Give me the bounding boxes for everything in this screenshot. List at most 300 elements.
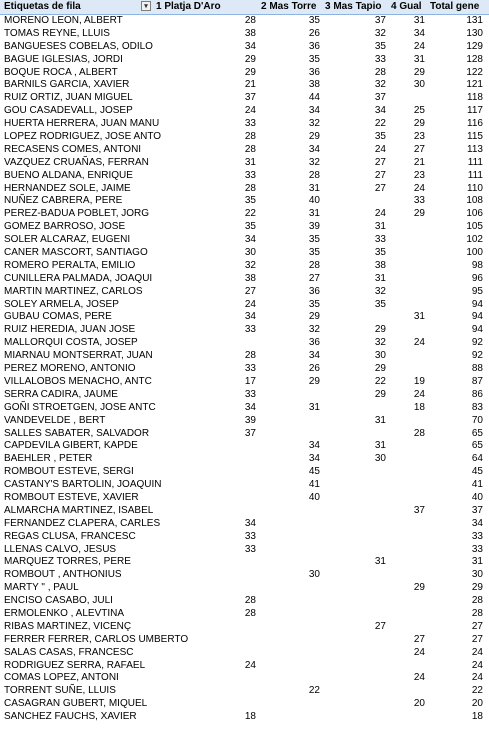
value-cell-col-4[interactable] [388, 299, 427, 312]
value-cell-col-1[interactable]: 34 [244, 234, 256, 246]
value-cell-col-4[interactable] [388, 569, 427, 582]
value-cell-col-2[interactable] [258, 647, 322, 660]
value-cell-col-1[interactable]: 34 [244, 311, 256, 323]
table-row[interactable] [0, 131, 489, 144]
table-row[interactable] [0, 324, 489, 337]
value-cell-col-4[interactable] [388, 415, 427, 428]
value-cell-col-3[interactable]: 22 [374, 375, 386, 387]
value-cell-col-4[interactable] [388, 595, 427, 608]
row-label-cell[interactable]: RODRIGUEZ SERRA, RAFAEL [4, 659, 146, 671]
value-cell-col-3[interactable] [322, 647, 388, 660]
value-cell-col-1[interactable] [153, 505, 258, 518]
row-label-cell[interactable]: RUIZ ORTIZ, JUAN MIGUEL [4, 92, 133, 104]
value-cell-col-2[interactable]: 28 [308, 259, 320, 271]
value-cell-col-3[interactable]: 27 [374, 169, 386, 181]
value-cell-col-2[interactable]: 36 [308, 337, 320, 349]
total-cell[interactable]: 83 [471, 401, 483, 413]
value-cell-col-3[interactable]: 35 [374, 131, 386, 143]
table-row[interactable] [0, 260, 489, 273]
row-label-cell[interactable]: ALMARCHA MARTINEZ, ISABEL [4, 504, 154, 516]
value-cell-col-3[interactable]: 37 [374, 15, 386, 26]
value-cell-col-3[interactable]: 35 [374, 247, 386, 259]
value-cell-col-1[interactable] [153, 569, 258, 582]
value-cell-col-4[interactable]: 29 [413, 118, 425, 130]
value-cell-col-1[interactable]: 35 [244, 221, 256, 233]
value-cell-col-2[interactable]: 39 [308, 221, 320, 233]
value-cell-col-2[interactable] [258, 582, 322, 595]
value-cell-col-4[interactable] [388, 440, 427, 453]
value-cell-col-1[interactable] [153, 672, 258, 685]
value-cell-col-3[interactable] [322, 531, 388, 544]
total-cell[interactable]: 96 [471, 272, 483, 284]
table-row[interactable] [0, 221, 489, 234]
value-cell-col-4[interactable]: 25 [413, 105, 425, 117]
value-cell-col-2[interactable] [258, 711, 322, 724]
value-cell-col-4[interactable] [388, 621, 427, 634]
value-cell-col-4[interactable]: 24 [413, 40, 425, 52]
row-label-cell[interactable]: ROMERO PERALTA, EMILIO [4, 259, 136, 271]
value-cell-col-1[interactable] [153, 634, 258, 647]
value-cell-col-4[interactable]: 27 [413, 633, 425, 645]
value-cell-col-4[interactable] [388, 556, 427, 569]
row-label-cell[interactable]: RUIZ HEREDIA, JUAN JOSE [4, 324, 136, 336]
table-row[interactable] [0, 428, 489, 441]
value-cell-col-1[interactable]: 34 [244, 401, 256, 413]
value-cell-col-3[interactable]: 32 [374, 285, 386, 297]
value-cell-col-2[interactable]: 28 [308, 169, 320, 181]
row-label-cell[interactable]: ROMBOUT ESTEVE, XAVIER [4, 491, 139, 503]
value-cell-col-4[interactable]: 31 [413, 311, 425, 323]
value-cell-col-2[interactable]: 34 [308, 440, 320, 452]
value-cell-col-1[interactable]: 33 [244, 388, 256, 400]
value-cell-col-3[interactable] [322, 466, 388, 479]
table-row[interactable] [0, 492, 489, 505]
value-cell-col-4[interactable] [388, 286, 427, 299]
table-row[interactable] [0, 286, 489, 299]
total-cell[interactable]: 108 [466, 195, 483, 207]
value-cell-col-1[interactable]: 34 [244, 517, 256, 529]
row-label-cell[interactable]: GUBAU COMAS, PERE [4, 311, 112, 323]
value-cell-col-4[interactable] [388, 531, 427, 544]
header-col-4[interactable] [388, 0, 427, 14]
row-label-cell[interactable]: BANGUESES COBELAS, ODILO [4, 40, 153, 52]
table-row[interactable] [0, 440, 489, 453]
total-cell[interactable]: 121 [466, 79, 483, 91]
table-row[interactable] [0, 41, 489, 54]
total-cell[interactable]: 102 [466, 234, 483, 246]
value-cell-col-1[interactable]: 33 [244, 543, 256, 555]
total-cell[interactable]: 37 [471, 504, 483, 516]
value-cell-col-3[interactable] [322, 672, 388, 685]
value-cell-col-1[interactable] [153, 685, 258, 698]
row-label-cell[interactable]: BOQUE ROCA , ALBERT [4, 66, 118, 78]
row-label-cell[interactable]: SALLES SABATER, SALVADOR [4, 427, 150, 439]
total-cell[interactable]: 24 [471, 646, 483, 658]
value-cell-col-2[interactable]: 32 [308, 156, 320, 168]
value-cell-col-4[interactable]: 24 [413, 646, 425, 658]
table-row[interactable] [0, 337, 489, 350]
value-cell-col-2[interactable]: 45 [308, 466, 320, 478]
total-cell[interactable]: 128 [466, 53, 483, 65]
value-cell-col-3[interactable] [322, 505, 388, 518]
value-cell-col-2[interactable] [258, 415, 322, 428]
value-cell-col-4[interactable] [388, 608, 427, 621]
row-label-cell[interactable]: VAZQUEZ CRUAÑAS, FERRAN [4, 156, 149, 168]
total-cell[interactable]: 34 [471, 517, 483, 529]
value-cell-col-4[interactable] [388, 324, 427, 337]
value-cell-col-1[interactable]: 30 [244, 247, 256, 259]
value-cell-col-2[interactable]: 36 [308, 66, 320, 78]
value-cell-col-4[interactable]: 33 [413, 195, 425, 207]
value-cell-col-4[interactable]: 34 [413, 27, 425, 39]
table-row[interactable] [0, 92, 489, 105]
row-label-cell[interactable]: BARNILS GARCIA, XAVIER [4, 79, 130, 91]
value-cell-col-2[interactable]: 44 [308, 92, 320, 104]
value-cell-col-2[interactable]: 32 [308, 118, 320, 130]
value-cell-col-3[interactable] [322, 569, 388, 582]
value-cell-col-2[interactable]: 34 [308, 453, 320, 465]
value-cell-col-3[interactable] [322, 428, 388, 441]
value-cell-col-2[interactable]: 36 [308, 285, 320, 297]
value-cell-col-4[interactable]: 24 [413, 388, 425, 400]
value-cell-col-1[interactable] [153, 556, 258, 569]
value-cell-col-3[interactable]: 29 [374, 324, 386, 336]
value-cell-col-3[interactable]: 32 [374, 27, 386, 39]
value-cell-col-1[interactable]: 28 [244, 15, 256, 26]
value-cell-col-2[interactable]: 29 [308, 311, 320, 323]
table-row[interactable] [0, 531, 489, 544]
table-row[interactable] [0, 363, 489, 376]
value-cell-col-2[interactable] [258, 621, 322, 634]
total-cell[interactable]: 111 [467, 156, 483, 168]
value-cell-col-1[interactable] [153, 621, 258, 634]
value-cell-col-4[interactable]: 27 [413, 143, 425, 155]
row-label-cell[interactable]: ROMBOUT , ANTHONIUS [4, 569, 122, 581]
row-label-cell[interactable]: VILLALOBOS MENACHO, ANTC [4, 375, 152, 387]
table-row[interactable] [0, 157, 489, 170]
row-label-cell[interactable]: SANCHEZ FAUCHS, XAVIER [4, 711, 137, 723]
value-cell-col-3[interactable]: 31 [374, 221, 386, 233]
row-label-cell[interactable]: MARTIN MARTINEZ, CARLOS [4, 285, 143, 297]
total-cell[interactable]: 28 [471, 595, 483, 607]
value-cell-col-1[interactable] [153, 337, 258, 350]
row-label-cell[interactable]: BUENO ALDANA, ENRIQUE [4, 169, 133, 181]
table-row[interactable] [0, 505, 489, 518]
value-cell-col-2[interactable]: 31 [308, 208, 320, 220]
table-row[interactable] [0, 105, 489, 118]
total-cell[interactable]: 20 [471, 698, 483, 710]
value-cell-col-4[interactable]: 21 [413, 156, 425, 168]
total-cell[interactable]: 29 [471, 582, 483, 594]
value-cell-col-2[interactable]: 32 [308, 324, 320, 336]
row-label-cell[interactable]: CASAGRAN GUBERT, MIQUEL [4, 698, 148, 710]
value-cell-col-2[interactable]: 30 [308, 569, 320, 581]
row-label-cell[interactable]: VANDEVELDE , BERT [4, 414, 106, 426]
value-cell-col-4[interactable]: 28 [413, 427, 425, 439]
table-row[interactable] [0, 582, 489, 595]
total-cell[interactable]: 94 [471, 311, 483, 323]
table-row[interactable] [0, 234, 489, 247]
value-cell-col-3[interactable]: 24 [374, 143, 386, 155]
value-cell-col-2[interactable] [258, 595, 322, 608]
table-row[interactable] [0, 647, 489, 660]
total-cell[interactable]: 117 [467, 105, 483, 117]
value-cell-col-1[interactable]: 24 [244, 105, 256, 117]
table-row[interactable] [0, 170, 489, 183]
table-row[interactable] [0, 518, 489, 531]
value-cell-col-1[interactable] [153, 647, 258, 660]
table-row[interactable] [0, 28, 489, 41]
value-cell-col-4[interactable]: 23 [413, 169, 425, 181]
row-label-cell[interactable]: MARQUEZ TORRES, PERE [4, 556, 131, 568]
row-label-cell[interactable]: TOMAS REYNE, LLUIS [4, 27, 110, 39]
row-label-cell[interactable]: MORENO LEON, ALBERT [4, 15, 123, 26]
total-cell[interactable]: 129 [466, 40, 483, 52]
value-cell-col-1[interactable]: 29 [244, 53, 256, 65]
value-cell-col-2[interactable]: 22 [308, 685, 320, 697]
row-label-cell[interactable]: LOPEZ RODRIGUEZ, JOSE ANTO [4, 131, 162, 143]
value-cell-col-3[interactable] [322, 195, 388, 208]
value-cell-col-3[interactable]: 37 [374, 92, 386, 104]
table-row[interactable] [0, 299, 489, 312]
row-label-cell[interactable]: PEREZ-BADUA POBLET, JORG [4, 208, 150, 220]
value-cell-col-2[interactable] [258, 608, 322, 621]
total-cell[interactable]: 30 [471, 569, 483, 581]
value-cell-col-2[interactable]: 40 [308, 491, 320, 503]
table-row[interactable] [0, 698, 489, 711]
value-cell-col-2[interactable]: 26 [308, 363, 320, 375]
row-label-cell[interactable]: SERRA CADIRA, JAUME [4, 388, 118, 400]
value-cell-col-3[interactable]: 31 [374, 272, 386, 284]
value-cell-col-3[interactable] [322, 544, 388, 557]
value-cell-col-4[interactable] [388, 221, 427, 234]
value-cell-col-1[interactable]: 28 [244, 182, 256, 194]
total-cell[interactable]: 27 [471, 620, 483, 632]
value-cell-col-3[interactable]: 34 [374, 105, 386, 117]
row-label-cell[interactable]: BAGUE IGLESIAS, JORDI [4, 53, 123, 65]
header-col-1[interactable] [153, 0, 258, 14]
value-cell-col-3[interactable]: 31 [374, 440, 386, 452]
value-cell-col-1[interactable] [153, 453, 258, 466]
value-cell-col-4[interactable] [388, 363, 427, 376]
value-cell-col-4[interactable] [388, 453, 427, 466]
row-label-cell[interactable]: CANER MASCORT, SANTIAGO [4, 247, 148, 259]
value-cell-col-3[interactable]: 29 [374, 388, 386, 400]
value-cell-col-1[interactable]: 28 [244, 131, 256, 143]
value-cell-col-3[interactable]: 32 [374, 79, 386, 91]
value-cell-col-2[interactable]: 35 [308, 247, 320, 259]
value-cell-col-4[interactable] [388, 466, 427, 479]
table-row[interactable] [0, 376, 489, 389]
value-cell-col-2[interactable]: 38 [308, 79, 320, 91]
value-cell-col-4[interactable] [388, 273, 427, 286]
total-cell[interactable]: 130 [466, 27, 483, 39]
total-cell[interactable]: 92 [471, 350, 483, 362]
total-cell[interactable]: 65 [471, 427, 483, 439]
value-cell-col-3[interactable]: 22 [374, 118, 386, 130]
value-cell-col-2[interactable]: 27 [308, 272, 320, 284]
table-row[interactable] [0, 118, 489, 131]
row-label-cell[interactable]: NUÑEZ CABRERA, PERE [4, 195, 123, 207]
value-cell-col-3[interactable]: 31 [374, 414, 386, 426]
value-cell-col-4[interactable] [388, 479, 427, 492]
value-cell-col-3[interactable]: 27 [374, 182, 386, 194]
value-cell-col-3[interactable] [322, 479, 388, 492]
value-cell-col-4[interactable] [388, 492, 427, 505]
value-cell-col-1[interactable]: 18 [244, 711, 256, 723]
value-cell-col-2[interactable]: 31 [308, 182, 320, 194]
value-cell-col-4[interactable] [388, 685, 427, 698]
value-cell-col-2[interactable] [258, 672, 322, 685]
value-cell-col-4[interactable]: 30 [413, 79, 425, 91]
total-cell[interactable]: 131 [466, 15, 483, 26]
total-cell[interactable]: 88 [471, 363, 483, 375]
total-cell[interactable]: 118 [467, 92, 483, 104]
value-cell-col-1[interactable]: 33 [244, 118, 256, 130]
value-cell-col-3[interactable]: 27 [374, 620, 386, 632]
value-cell-col-3[interactable] [322, 698, 388, 711]
total-cell[interactable]: 64 [471, 453, 483, 465]
value-cell-col-3[interactable]: 31 [374, 556, 386, 568]
table-row[interactable] [0, 621, 489, 634]
value-cell-col-3[interactable] [322, 492, 388, 505]
value-cell-col-3[interactable] [322, 402, 388, 415]
value-cell-col-4[interactable] [388, 92, 427, 105]
value-cell-col-3[interactable] [322, 634, 388, 647]
total-cell[interactable]: 115 [467, 131, 483, 143]
total-cell[interactable]: 95 [471, 285, 483, 297]
value-cell-col-3[interactable] [322, 311, 388, 324]
value-cell-col-4[interactable]: 20 [413, 698, 425, 710]
value-cell-col-4[interactable] [388, 350, 427, 363]
row-label-cell[interactable]: COMAS LOPEZ, ANTONI [4, 672, 119, 684]
total-cell[interactable]: 24 [471, 659, 483, 671]
table-row[interactable] [0, 311, 489, 324]
total-cell[interactable]: 92 [471, 337, 483, 349]
value-cell-col-1[interactable] [153, 466, 258, 479]
table-row[interactable] [0, 15, 489, 28]
table-row[interactable] [0, 634, 489, 647]
value-cell-col-2[interactable]: 34 [308, 143, 320, 155]
table-row[interactable] [0, 208, 489, 221]
value-cell-col-2[interactable] [258, 518, 322, 531]
value-cell-col-1[interactable]: 29 [244, 66, 256, 78]
total-cell[interactable]: 86 [471, 388, 483, 400]
value-cell-col-3[interactable] [322, 711, 388, 724]
value-cell-col-1[interactable]: 35 [244, 195, 256, 207]
value-cell-col-4[interactable] [388, 660, 427, 673]
row-label-cell[interactable]: ROMBOUT ESTEVE, SERGI [4, 466, 134, 478]
value-cell-col-1[interactable]: 32 [244, 259, 256, 271]
value-cell-col-3[interactable] [322, 685, 388, 698]
value-cell-col-2[interactable]: 29 [308, 375, 320, 387]
header-col-3[interactable] [322, 0, 388, 14]
row-label-cell[interactable]: GOÑI STROETGEN, JOSE ANTC [4, 401, 156, 413]
total-cell[interactable]: 105 [466, 221, 483, 233]
total-cell[interactable]: 111 [467, 169, 483, 181]
value-cell-col-1[interactable]: 37 [244, 92, 256, 104]
value-cell-col-2[interactable]: 35 [308, 298, 320, 310]
total-cell[interactable]: 45 [471, 466, 483, 478]
value-cell-col-1[interactable] [153, 582, 258, 595]
value-cell-col-1[interactable]: 28 [244, 595, 256, 607]
value-cell-col-3[interactable] [322, 660, 388, 673]
value-cell-col-4[interactable]: 23 [413, 131, 425, 143]
value-cell-col-1[interactable]: 34 [244, 40, 256, 52]
table-row[interactable] [0, 595, 489, 608]
value-cell-col-2[interactable]: 41 [308, 479, 320, 491]
value-cell-col-3[interactable]: 29 [374, 363, 386, 375]
row-label-cell[interactable]: GOU CASADEVALL, JOSEP [4, 105, 133, 117]
value-cell-col-1[interactable] [153, 698, 258, 711]
value-cell-col-3[interactable]: 35 [374, 40, 386, 52]
table-row[interactable] [0, 350, 489, 363]
table-row[interactable] [0, 453, 489, 466]
row-label-cell[interactable]: SOLER ALCARAZ, EUGENI [4, 234, 131, 246]
value-cell-col-3[interactable]: 33 [374, 53, 386, 65]
total-cell[interactable]: 40 [471, 491, 483, 503]
value-cell-col-2[interactable] [258, 389, 322, 402]
row-label-cell[interactable]: FERRER FERRER, CARLOS UMBERTO [4, 633, 189, 645]
total-cell[interactable]: 70 [471, 414, 483, 426]
value-cell-col-4[interactable]: 24 [413, 337, 425, 349]
table-row[interactable] [0, 672, 489, 685]
total-cell[interactable]: 106 [466, 208, 483, 220]
table-row[interactable] [0, 402, 489, 415]
value-cell-col-3[interactable]: 33 [374, 234, 386, 246]
row-label-cell[interactable]: HUERTA HERRERA, JUAN MANU [4, 118, 160, 130]
value-cell-col-1[interactable]: 33 [244, 363, 256, 375]
value-cell-col-4[interactable]: 19 [413, 375, 425, 387]
value-cell-col-2[interactable] [258, 660, 322, 673]
value-cell-col-1[interactable] [153, 479, 258, 492]
row-label-cell[interactable]: ENCISO CASABO, JULI [4, 595, 113, 607]
row-label-cell[interactable]: HERNANDEZ SOLE, JAIME [4, 182, 131, 194]
total-cell[interactable]: 113 [467, 143, 483, 155]
table-row[interactable] [0, 660, 489, 673]
table-row[interactable] [0, 466, 489, 479]
row-label-cell[interactable]: FERNANDEZ CLAPERA, CARLES [4, 517, 161, 529]
value-cell-col-1[interactable]: 38 [244, 27, 256, 39]
value-cell-col-3[interactable]: 28 [374, 66, 386, 78]
row-label-cell[interactable]: MARTY " , PAUL [4, 582, 79, 594]
value-cell-col-4[interactable] [388, 260, 427, 273]
table-row[interactable] [0, 544, 489, 557]
total-cell[interactable]: 122 [466, 66, 483, 78]
table-row[interactable] [0, 415, 489, 428]
value-cell-col-1[interactable]: 21 [244, 79, 256, 91]
table-row[interactable] [0, 556, 489, 569]
value-cell-col-1[interactable]: 31 [244, 156, 256, 168]
value-cell-col-1[interactable] [153, 440, 258, 453]
value-cell-col-2[interactable] [258, 531, 322, 544]
total-cell[interactable]: 100 [466, 247, 483, 259]
total-cell[interactable]: 110 [467, 182, 483, 194]
table-row[interactable] [0, 67, 489, 80]
value-cell-col-1[interactable]: 22 [244, 208, 256, 220]
total-cell[interactable]: 31 [471, 556, 483, 568]
total-cell[interactable]: 18 [471, 711, 483, 723]
value-cell-col-3[interactable]: 35 [374, 298, 386, 310]
table-row[interactable] [0, 195, 489, 208]
total-cell[interactable]: 94 [471, 324, 483, 336]
value-cell-col-2[interactable] [258, 634, 322, 647]
row-label-cell[interactable]: CAPDEVILA GIBERT, KAPDE [4, 440, 138, 452]
table-row[interactable] [0, 479, 489, 492]
value-cell-col-2[interactable]: 36 [308, 40, 320, 52]
row-label-cell[interactable]: MIARNAU MONTSERRAT, JUAN [4, 350, 153, 362]
value-cell-col-3[interactable]: 32 [374, 337, 386, 349]
